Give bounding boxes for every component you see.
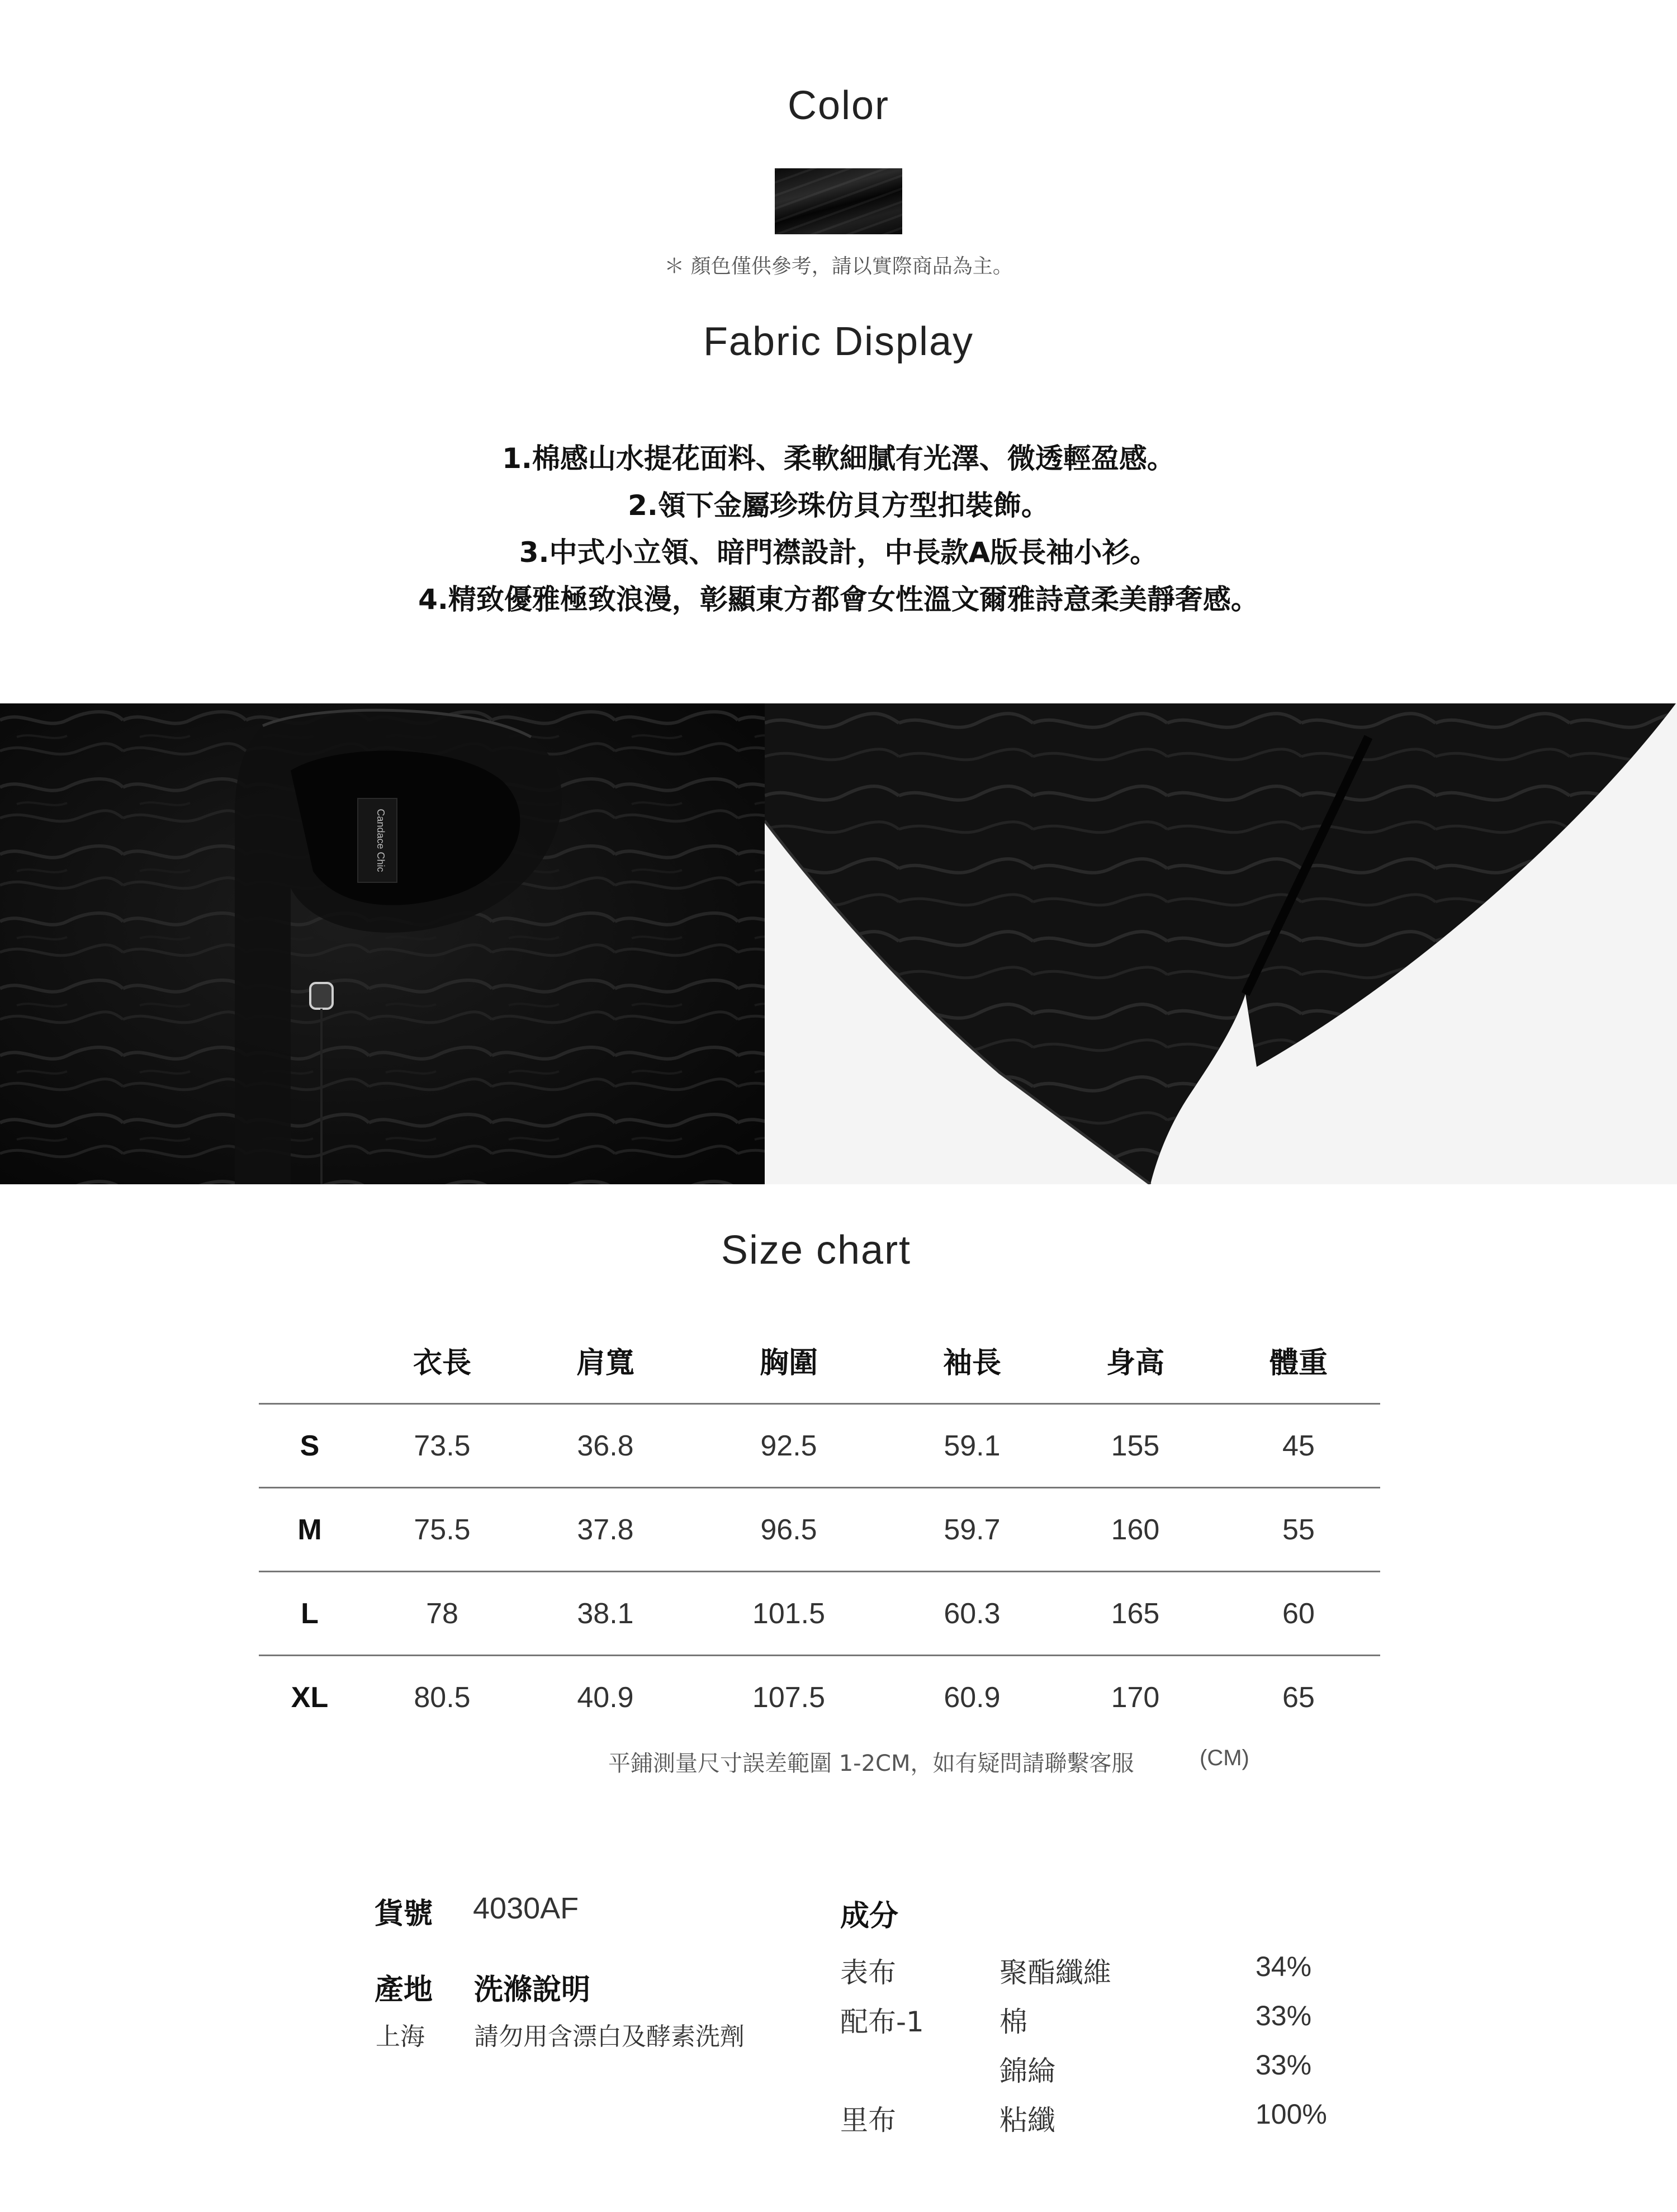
color-title: Color	[787, 83, 890, 128]
table-cell: 37.8	[524, 1488, 687, 1572]
column-header: 胸圍	[759, 1346, 818, 1380]
table-cell: 92.5	[687, 1404, 890, 1488]
size-label: S	[259, 1404, 361, 1488]
table-row	[259, 1488, 1380, 1572]
composition-part: 里布	[840, 2104, 896, 2137]
composition-percent: 33%	[1256, 2000, 1312, 2031]
feature-item: 4.精致優雅極致浪漫，彰顯東方都會女性溫文爾雅詩意柔美靜奢感。	[418, 583, 1259, 616]
item-no-value: 4030AF	[473, 1892, 579, 1925]
feature-list	[0, 435, 1677, 623]
composition-material: 粘纖	[999, 2104, 1055, 2137]
table-cell: 160	[1054, 1488, 1217, 1572]
table-cell: 40.9	[524, 1656, 687, 1739]
table-cell: 78	[361, 1572, 524, 1656]
size-label: L	[259, 1572, 361, 1656]
size-table-header-row	[259, 1317, 1380, 1404]
table-cell: 101.5	[687, 1572, 890, 1656]
feature-item: 3.中式小立領、暗門襟設計，中長款A版長袖小衫。	[519, 536, 1158, 569]
table-cell: 165	[1054, 1572, 1217, 1656]
feature-item: 2.領下金屬珍珠仿貝方型扣裝飾。	[628, 489, 1049, 522]
table-cell: 59.1	[890, 1404, 1054, 1488]
table-cell: 107.5	[687, 1656, 890, 1739]
table-cell: 60.3	[890, 1572, 1054, 1656]
composition-material: 聚酯纖維	[999, 1956, 1111, 1989]
measurement-note: 平鋪測量尺寸誤差範圍 1-2CM，如有疑問請聯繫客服	[608, 1751, 1134, 1776]
table-row	[259, 1404, 1380, 1488]
fabric-title: Fabric Display	[703, 319, 974, 364]
column-header: 肩寬	[576, 1346, 634, 1380]
table-cell: 96.5	[687, 1488, 890, 1572]
table-cell: 60.9	[890, 1656, 1054, 1739]
origin-label: 產地	[375, 1973, 433, 2007]
column-header: 衣長	[413, 1346, 471, 1380]
table-cell: 45	[1217, 1404, 1380, 1488]
table-cell: 155	[1054, 1404, 1217, 1488]
column-header: 袖長	[942, 1346, 1001, 1380]
table-cell: 65	[1217, 1656, 1380, 1739]
table-row	[259, 1572, 1380, 1656]
hem-detail-photo	[765, 703, 1677, 1184]
size-label: M	[259, 1488, 361, 1572]
color-swatch-black[interactable]	[775, 168, 902, 234]
table-cell: 80.5	[361, 1656, 524, 1739]
size-table	[259, 1317, 1380, 1738]
size-header-blank	[259, 1317, 361, 1404]
composition-part: 表布	[840, 1956, 896, 1989]
table-cell: 59.7	[890, 1488, 1054, 1572]
pearl-button-icon	[310, 983, 333, 1009]
brand-label-text: Candace Chic	[375, 809, 386, 872]
feature-item: 1.棉感山水提花面料、柔軟細膩有光澤、微透輕盈感。	[502, 442, 1175, 475]
unit-label: (CM)	[1200, 1746, 1249, 1770]
composition-part: 配布-1	[840, 2006, 924, 2038]
composition-material: 棉	[999, 2006, 1027, 2038]
column-header: 身高	[1106, 1346, 1164, 1380]
composition-label: 成分	[840, 1899, 899, 1933]
table-cell: 36.8	[524, 1404, 687, 1488]
size-label: XL	[259, 1656, 361, 1739]
table-cell: 73.5	[361, 1404, 524, 1488]
collar-detail-photo	[0, 703, 765, 1184]
color-note: ＊ 顏色僅供參考，請以實際商品為主。	[664, 255, 1013, 278]
composition-percent: 33%	[1256, 2049, 1312, 2081]
table-cell: 55	[1217, 1488, 1380, 1572]
table-cell: 75.5	[361, 1488, 524, 1572]
table-cell: 60	[1217, 1572, 1380, 1656]
origin-value: 上海	[376, 2022, 425, 2051]
composition-percent: 100%	[1256, 2098, 1327, 2130]
table-cell: 38.1	[524, 1572, 687, 1656]
size-chart-title: Size chart	[721, 1228, 912, 1273]
care-value: 請勿用含漂白及酵素洗劑	[474, 2022, 745, 2051]
composition-percent: 34%	[1256, 1951, 1312, 1982]
item-no-label: 貨號	[375, 1897, 433, 1931]
composition-material: 錦綸	[999, 2055, 1055, 2087]
care-label: 洗滌說明	[474, 1973, 591, 2007]
column-header: 體重	[1269, 1346, 1328, 1380]
table-row	[259, 1656, 1380, 1739]
table-cell: 170	[1054, 1656, 1217, 1739]
